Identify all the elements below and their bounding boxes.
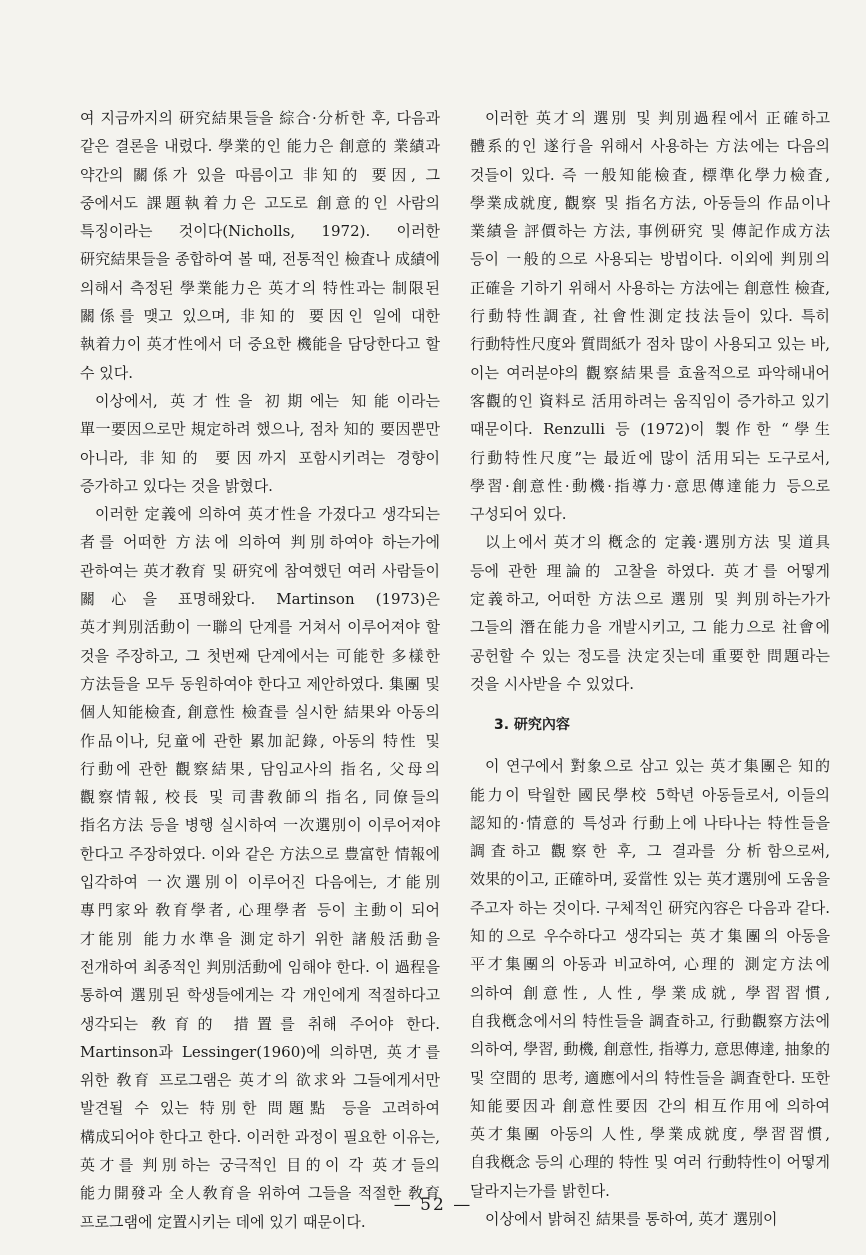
left-paragraph-3: 이러한 定義에 의하여 英才性을 가졌다고 생각되는 者를 어떠한 方法에 의하여 判別하여야 하는가에 관하여는 英才敎育 및 研究에 참여했던 여러 사람들이 關心을 표명해왔다. Martinson (1973)은 英才判別活動이 一聯의 단계를 거쳐서 이루어져야 할 것을 주장하고, 그 첫번째 단계에서는 可能한 多樣한 方法들을 모두 동원하여야 한다고 제안하였다. 集團 및 個人知能檢査, 創意性 檢査를 실시한 結果와 아동의 作品이나, 兒童에 관한 累加記錄, 아동의 特性 및 行動에 관한 觀察結果, 담임교사의 指名, 父母의 觀察情報, 校長 및 司書敎師의 指名, 同僚들의 指名方法 등을 병행 실시하여 一次選別이 이루어져야 한다고 주장하였다. 이와 같은 方法으로 豊富한 情報에 입각하여 一次選別이 이루어진 다음에는, 才能別 專門家와 敎育學者, 心理學者 등이 主動이 되어 才能別 能力水準을 測定하기 위한 諸般活動을 전개하여 최종적인 判別活動에 임해야 한다. 이 過程을 통하여 選別된 학생들에게는 각 개인에게 적절하다고 생각되는 敎育的 措置를 취해 주어야 한다. Martinson과 Lessinger(1960)에 의하면, 英才를 위한 敎育 프로그램은 英才의 欲求와 그들에게서만 발견될 수 있는 特別한 問題點 등을 고려하여 構成되어야 한다고 한다. 이러한 과정이 필요한 이유는, 英才를 判別하는 궁극적인 目的이 각 英才들의 能力開發과 全人敎育을 위하여 그들을 적절한 敎育 프로그램에 定置시키는 데에 있기 때문이다. bbox=[80, 505, 440, 1231]
right-column bbox=[470, 104, 830, 1233]
left-column bbox=[80, 104, 440, 1236]
left-paragraph-1: 여 지금까지의 研究結果들을 綜合·分析한 후, 다음과 같은 결론을 내렸다. 學業的인 能力은 創意的 業績과 약간의 關係가 있을 따름이고 非知的 要因, 그 중에서도 課題執着力은 고도로 創意的인 사람의 특징이라는 것이다(Nicholls, 1972). 이러한 研究結果들을 종합하여 볼 때, 전통적인 檢査나 成績에 의해서 측정된 學業能力은 英才의 特性과는 制限된 關係를 맺고 있으며, 非知的 要因인 일에 대한 執着力이 英才性에서 더 중요한 機能을 담당한다고 할 수 있다. bbox=[80, 109, 440, 382]
page-number: — 52 — bbox=[393, 1195, 473, 1215]
right-paragraph-3: 이 연구에서 對象으로 삼고 있는 英才集團은 知的 能力이 탁월한 國民學校 5학년 아동들로서, 이들의 認知的·情意的 특성과 行動上에 나타나는 特性들을 調査하고 觀察한 후, 그 결과를 分析함으로써, 效果的이고, 正確하며, 妥當性 있는 英才選別에 도움을 주고자 하는 것이다. 구체적인 研究內容은 다음과 같다. 知的으로 우수하다고 생각되는 英才集團의 아동을 平才集團의 아동과 비교하여, 心理的 測定方法에 의하여 創意性, 人性, 學業成就, 學習習慣, 自我槪念에서의 特性들을 調査하고, 行動觀察方法에 의하여, 學習, 動機, 創意性, 指導力, 意思傳達, 抽象的 및 空間的 思考, 適應에서의 特性들을 調査한다. 또한 知能要因과 創意性要因 간의 相互作用에 의하여 英才集團 아동의 人性, 學業成就度, 學習習慣, 自我槪念 등의 心理的 特性 및 여러 行動特性이 어떻게 달라지는가를 밝힌다. bbox=[470, 757, 830, 1200]
right-paragraph-1: 이러한 英才의 選別 및 判別過程에서 正確하고 體系的인 遂行을 위해서 사용하는 方法에는 다음의 것들이 있다. 즉 一般知能檢査, 標準化學力檢査, 學業成就度, 觀察 및 指名方法, 아동들의 作品이나 業績을 評價하는 方法, 事例研究 및 傳記作成方法 등이 一般的으로 사용되는 방법이다. 이외에 判別의 正確을 기하기 위해서 사용하는 方法에는 創意性 檢査, 行動特性調査, 社會性測定技法들이 있다. 특히 行動特性尺度와 質問紙가 점차 많이 사용되고 있는 바, 이는 여러분야의 觀察結果를 효율적으로 파악해내어 客觀的인 資料로 活用하려는 움직임이 증가하고 있기 때문이다. Renzulli 등 (1972)이 製作한 “學生 行動特性尺度”는 最近에 많이 活用되는 도구로서, 學習·創意性·動機·指導力·意思傳達能力 등으로 구성되어 있다. bbox=[470, 109, 830, 524]
section-heading: 3. 研究內容 bbox=[494, 717, 570, 734]
left-paragraph-2: 이상에서, 英才性을 初期에는 知能이라는 單一要因으로만 規定하려 했으나, 점차 知的 要因뿐만 아니라, 非知的 要因까지 포함시키려는 경향이 증가하고 있다는 것을 밝혔다. bbox=[80, 391, 440, 495]
right-paragraph-2: 以上에서 英才의 槪念的 定義·選別方法 및 道具 등에 관한 理論的 고찰을 하였다. 英才를 어떻게 定義하고, 어떠한 方法으로 選別 및 判別하는가가 그들의 潛在能力을 개발시키고, 그 能力으로 社會에 공헌할 수 있는 정도를 決定짓는데 重要한 問題라는 것을 시사받을 수 있었다. bbox=[470, 533, 830, 693]
right-paragraph-4: 이상에서 밝혀진 結果를 통하여, 英才 選別이 bbox=[485, 1209, 778, 1228]
